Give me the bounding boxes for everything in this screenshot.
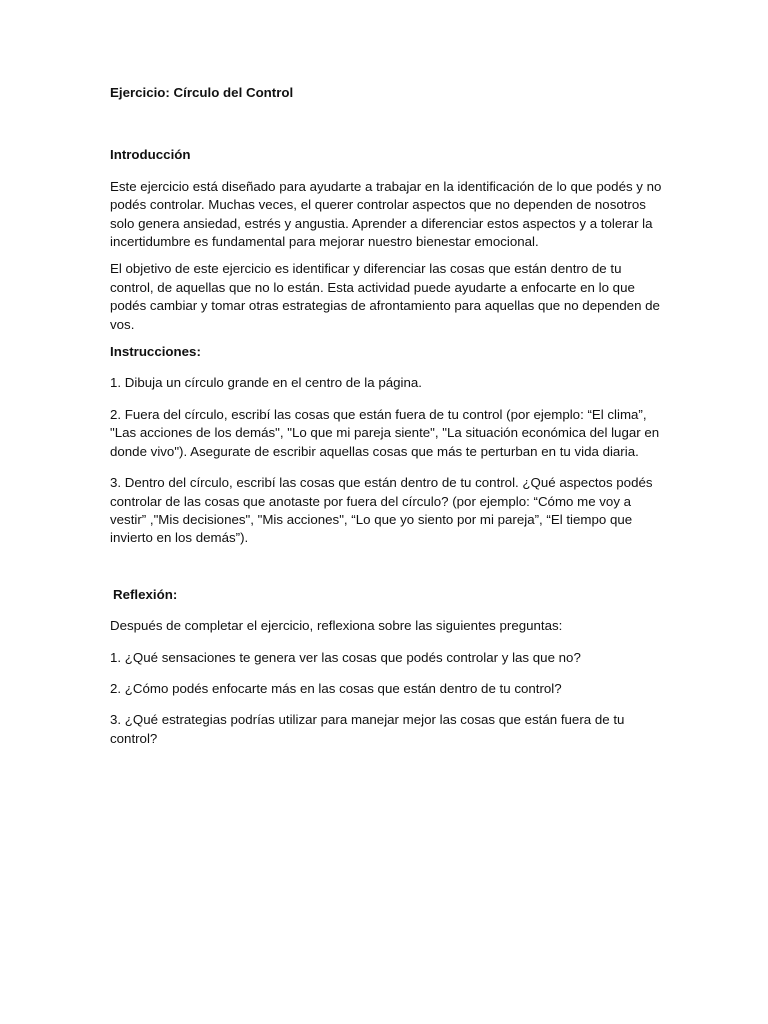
reflexion-heading: Reflexión: <box>113 586 178 602</box>
document-title: Ejercicio: Círculo del Control <box>110 85 294 100</box>
reflexion-question-1: 1. ¿Qué sensaciones te genera ver las cosas que podés controlar y las que no? <box>110 649 581 665</box>
document-body <box>110 84 666 748</box>
reflexion-question-2: 2. ¿Cómo podés enfocarte más en las cosas que están dentro de tu control? <box>110 680 562 696</box>
instruccion-item-3: 3. Dentro del círculo, escribí las cosas que están dentro de tu control. ¿Qué aspectos podés controlar de las cosas que anotaste por fuera del círculo? (por ejemplo: “Cómo me voy a vestir” ,"Mis decisiones", "Mis acciones", “Lo que yo siento por mi pareja”, “El tiempo que invierto en los demás”). <box>110 475 653 546</box>
reflexion-intro: Después de completar el ejercicio, reflexiona sobre las siguientes preguntas: <box>110 618 563 634</box>
instruccion-item-2: 2. Fuera del círculo, escribí las cosas que están fuera de tu control (por ejemplo: “El clima”, "Las acciones de los demás", "Lo que mi pareja siente", "La situación económica del lugar en donde vivo"). Asegurate de escribir aquellas cosas que más te perturban en tu vida diaria. <box>110 406 660 459</box>
instrucciones-heading: Instrucciones: <box>110 344 201 360</box>
introduccion-heading: Introducción <box>110 147 191 163</box>
introduccion-paragraph-1: Este ejercicio está diseñado para ayudarte a trabajar en la identificación de lo que podés y no podés controlar. Muchas veces, el querer controlar aspectos que no dependen de nosotros solo genera ansiedad, estrés y angustia. Aprender a diferenciar estos aspectos y a tolerar la incertidumbre es fundamental para mejorar nuestro bienestar emocional. <box>110 178 662 250</box>
instruccion-item-1: 1. Dibuja un círculo grande en el centro de la página. <box>110 375 422 391</box>
reflexion-question-3: 3. ¿Qué estrategias podrías utilizar para manejar mejor las cosas que están fuera de tu control? <box>110 712 625 746</box>
introduccion-paragraph-2: El objetivo de este ejercicio es identificar y diferenciar las cosas que están dentro de tu control, de aquellas que no lo están. Esta actividad puede ayudarte a enfocarte en lo que podés cambiar y tomar otras estrategias de afrontamiento para aquellas que no dependen de vos. <box>110 261 660 332</box>
